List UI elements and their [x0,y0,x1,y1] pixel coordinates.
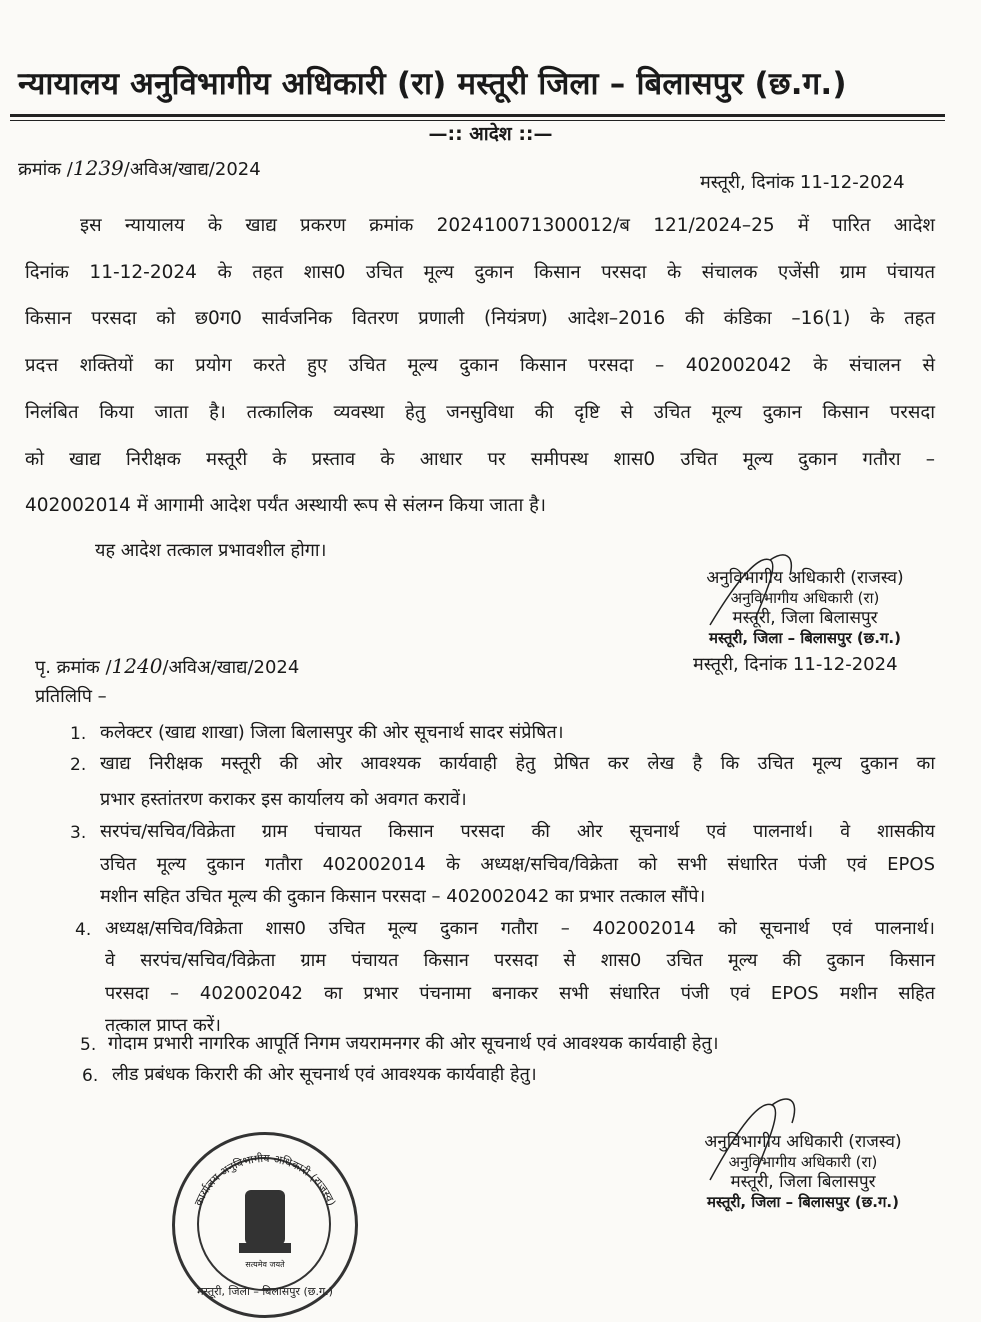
signatory-location: मस्तूरी, जिला बिलासपुर [732,608,878,628]
ref-suffix: /अविअ/खाद्य/2024 [162,657,300,678]
list-item-line: सरपंच/सचिव/विक्रेता ग्राम पंचायत किसान परसदा की ओर सूचनार्थ एवं पालनार्थ। वे शासकीय [100,821,935,842]
ref-suffix: /अविअ/खाद्य/2024 [123,159,261,180]
ref-number-handwritten: 1240 [111,654,163,678]
seal-top-text: कार्यालय अनुविभागीय अधिकारी (राजस्व) [191,1151,339,1208]
body-line: निलंबित किया जाता है। तत्कालिक व्यवस्था हेतु जनसुविधा की दृष्टि से उचित मूल्य दुकान किसान परसदा [25,401,935,423]
list-item-line: खाद्य निरीक्षक मस्तूरी की ओर आवश्यक कार्यवाही हेतु प्रेषित कर लेख है कि उचित मूल्य दुकान का [100,753,935,774]
list-item-number: 4. [75,920,92,940]
ref-number-handwritten: 1239 [72,156,124,180]
stamp-line: अनुविभागीय अधिकारी (रा) [728,1153,878,1171]
list-item-line: प्रभार हस्तांतरण कराकर इस कार्यालय को अवगत करावें। [100,789,467,810]
body-line: दिनांक 11-12-2024 के तहत शास0 उचित मूल्य दुकान किसान परसदा के संचालक एजेंसी ग्राम पंचायत [25,261,935,283]
list-item-number: 2. [70,755,87,775]
order-place-date: मस्तूरी, दिनांक 11-12-2024 [700,172,905,193]
signature-scribble [700,545,820,635]
effect-line: यह आदेश तत्काल प्रभावशील होगा। [95,540,327,561]
order-reference [18,156,261,181]
body-line: किसान परसदा को छ0ग0 सार्वजनिक वितरण प्रणाली (नियंत्रण) आदेश–2016 की कंडिका –16(1) के तहत [25,308,935,330]
list-item-line: मशीन सहित उचित मूल्य की दुकान किसान परसदा – 402002042 का प्रभार तत्काल सौंपे। [100,886,706,907]
list-item-line: अध्यक्ष/सचिव/विक्रेता शास0 उचित मूल्य दुकान गतौरा – 402002014 को सूचनार्थ एवं पालनार्थ। [105,918,935,939]
body-line: प्रदत्त शक्तियों का प्रयोग करते हुए उचित मूल्य दुकान किसान परसदा – 402002042 के संचालन से [25,355,935,377]
body-line: 402002014 में आगामी आदेश पर्यंत अस्थायी रूप से संलग्न किया जाता है। [25,495,546,517]
seal-emblem-icon [175,1135,355,1315]
list-item-line: तत्काल प्राप्त करें। [105,1015,221,1036]
list-item-line: उचित मूल्य दुकान गतौरा 402002014 के अध्यक्ष/सचिव/विक्रेता को सभी संधारित पंजी एवं EPOS [100,854,935,875]
list-item-line: परसदा – 402002042 का प्रभार पंचनामा बनाकर सभी संधारित पंजी एवं EPOS मशीन सहित [105,983,935,1004]
order-heading: —:: आदेश ::— [428,123,553,145]
list-item-line: गोदाम प्रभारी नागरिक आपूर्ति निगम जयरामनगर की ओर सूचनार्थ एवं आवश्यक कार्यवाही हेतु। [108,1033,719,1054]
ref-prefix: क्रमांक / [18,159,73,180]
list-item-number: 1. [70,724,87,744]
list-item-number: 6. [82,1066,99,1086]
title-divider [10,114,945,117]
seal-bottom-text: मस्तूरी, जिला – बिलासपुर (छ.ग.) [197,1285,333,1298]
office-title: न्यायालय अनुविभागीय अधिकारी (रा) मस्तूरी जिला – बिलासपुर (छ.ग.) [18,66,847,102]
copy-to-label: प्रतिलिपि – [35,686,107,707]
list-item-number: 3. [70,823,87,843]
signature-scribble-2 [700,1085,820,1185]
endorsement-place-date: मस्तूरी, दिनांक 11-12-2024 [693,654,898,675]
signatory-location: मस्तूरी, जिला बिलासपुर [730,1172,876,1192]
stamp-line: अनुविभागीय अधिकारी (रा) [730,589,880,607]
seal-motto: सत्यमेव जयते [245,1260,285,1269]
list-item-line: लीड प्रबंधक किरारी की ओर सूचनार्थ एवं आवश्यक कार्यवाही हेतु। [112,1064,537,1085]
stamp-location: मस्तूरी, जिला – बिलासपुर (छ.ग.) [707,1193,899,1211]
endorsement-reference [35,654,299,679]
list-item-number: 5. [80,1035,97,1055]
body-line: इस न्यायालय के खाद्य प्रकरण क्रमांक 202410071300012/ब 121/2024–25 में पारित आदेश [80,215,935,236]
office-seal [172,1132,358,1318]
list-item-line: कलेक्टर (खाद्य शाखा) जिला बिलासपुर की ओर सूचनार्थ सादर संप्रेषित। [100,722,564,743]
signatory-designation: अनुविभागीय अधिकारी (राजस्व) [706,568,904,588]
ref-prefix: पृ. क्रमांक / [35,657,112,678]
stamp-location: मस्तूरी, जिला – बिलासपुर (छ.ग.) [709,629,901,647]
list-item-line: वे सरपंच/सचिव/विक्रेता ग्राम पंचायत किसान परसदा से शास0 उचित मूल्य की दुकान किसान [105,950,935,971]
signatory-designation: अनुविभागीय अधिकारी (राजस्व) [704,1132,902,1152]
body-line: को खाद्य निरीक्षक मस्तूरी के प्रस्ताव के आधार पर समीपस्थ शास0 उचित मूल्य दुकान गतौरा – [25,448,935,470]
